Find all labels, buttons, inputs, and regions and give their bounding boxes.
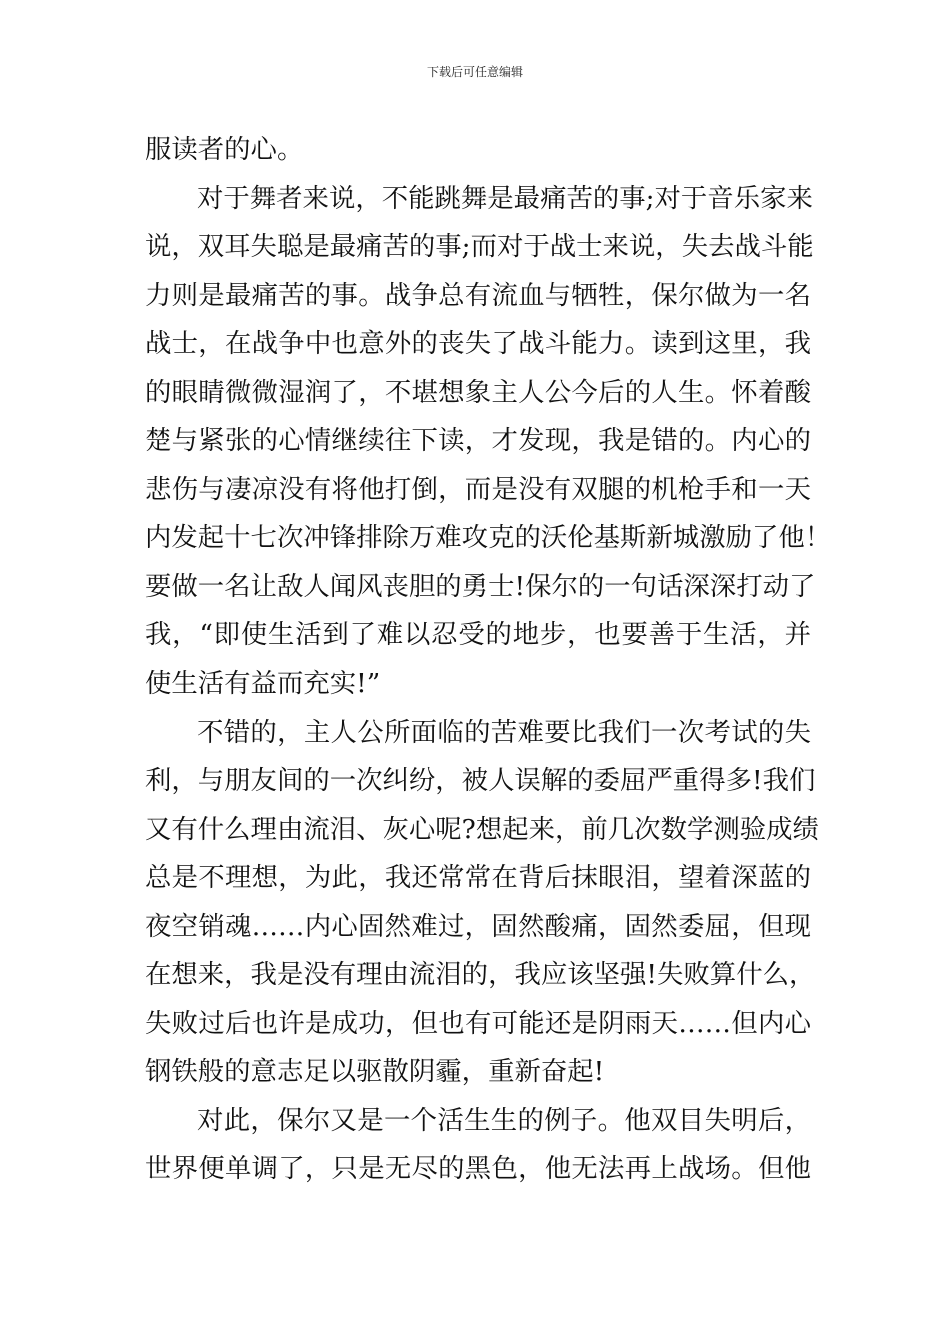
- text-line: 我，“即使生活到了难以忍受的地步，也要善于生活，并: [145, 619, 811, 651]
- text-line: 失败过后也许是成功，但也有可能还是阴雨天……但内心: [145, 1007, 811, 1039]
- paragraph-first-line: 不错的，主人公所面临的苦难要比我们一次考试的失: [197, 716, 811, 748]
- text-line: 说，双耳失聪是最痛苦的事;而对于战士来说，失去战斗能: [145, 231, 814, 263]
- text-line: 总是不理想，为此，我还常常在背后抹眼泪，望着深蓝的: [145, 862, 811, 894]
- body-text: [145, 126, 832, 1194]
- text-line: 世界便单调了，只是无尽的黑色，他无法再上战场。但他: [145, 1153, 811, 1185]
- text-line: 内发起十七次冲锋排除万难攻克的沃伦基斯新城激励了他！: [145, 522, 832, 554]
- text-line: 使生活有益而充实!”: [145, 668, 381, 700]
- paragraph-first-line: 对于舞者来说，不能跳舞是最痛苦的事;对于音乐家来: [197, 182, 813, 214]
- paragraph-first-line: 对此，保尔又是一个活生生的例子。他双目失明后，: [197, 1104, 811, 1136]
- text-line: 战士，在战争中也意外的丧失了战斗能力。读到这里，我: [145, 328, 811, 360]
- page-header: 下载后可任意编辑: [426, 65, 523, 79]
- text-line: 钢铁般的意志足以驱散阴霾，重新奋起!: [145, 1056, 605, 1088]
- text-line: 又有什么理由流泪、灰心呢?想起来，前几次数学测验成绩: [145, 813, 819, 845]
- text-line: 利，与朋友间的一次纠纷，被人误解的委屈严重得多!我们: [145, 765, 816, 797]
- text-line: 要做一名让敌人闻风丧胆的勇士!保尔的一句话深深打动了: [145, 570, 816, 602]
- text-line: 楚与紧张的心情继续往下读，才发现，我是错的。内心的: [145, 425, 811, 457]
- text-line: 的眼睛微微湿润了，不堪想象主人公今后的人生。怀着酸: [145, 376, 811, 408]
- text-line: 夜空销魂……内心固然难过，固然酸痛，固然委屈，但现: [145, 910, 811, 942]
- text-line: 悲伤与凄凉没有将他打倒，而是没有双腿的机枪手和一天: [145, 473, 811, 505]
- text-line: 力则是最痛苦的事。战争总有流血与牺牲，保尔做为一名: [145, 279, 811, 311]
- text-line: 在想来，我是没有理由流泪的，我应该坚强!失败算什么，: [145, 959, 816, 991]
- text-line: 服读者的心。: [145, 134, 304, 165]
